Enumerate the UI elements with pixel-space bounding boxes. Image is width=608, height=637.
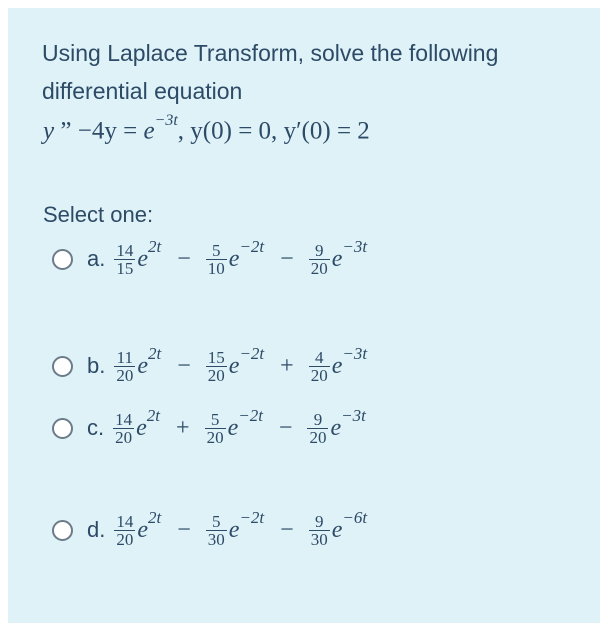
exponent: −6t <box>342 508 368 527</box>
fraction: $\frac{9}{20}$ <box>309 409 327 447</box>
exponent: −2t <box>239 237 265 256</box>
differential-equation <box>43 112 370 145</box>
exponent: −2t <box>238 406 263 425</box>
select-one-label: Select one: <box>43 202 154 227</box>
operator: − <box>177 352 191 379</box>
eq-initial-condition-1: y(0) <box>190 117 232 145</box>
euler-e: e <box>137 352 149 379</box>
fraction: $\frac{15}{20}$ <box>207 347 225 385</box>
euler-e: e <box>228 245 240 272</box>
radio-button[interactable] <box>52 520 73 541</box>
euler-e: e <box>228 516 240 543</box>
operator: − <box>177 245 191 272</box>
euler-e: e <box>137 245 149 272</box>
exponent: −3t <box>342 237 368 256</box>
operator: − <box>177 516 191 543</box>
option-a[interactable] <box>52 237 369 281</box>
operator: − <box>280 245 294 272</box>
exponent: −2t <box>239 344 265 363</box>
fraction: $\frac{9}{20}$ <box>310 240 328 278</box>
exponent: −2t <box>239 508 265 527</box>
operator: + <box>176 414 190 441</box>
exponent: 2t <box>148 237 162 256</box>
fraction: $\frac{4}{20}$ <box>310 347 328 385</box>
eq-e: e <box>143 117 155 145</box>
fraction: $\frac{11}{20}$ <box>116 347 134 385</box>
fraction: $\frac{14}{15}$ <box>116 240 134 278</box>
option-letter: c. <box>87 415 105 440</box>
eq-exponent: −3t <box>154 112 178 129</box>
euler-e: e <box>330 414 342 441</box>
option-c[interactable] <box>52 406 368 450</box>
euler-e: e <box>227 414 239 441</box>
fraction: $\frac{9}{30}$ <box>310 511 328 549</box>
option-expression <box>113 237 369 278</box>
exponent: 2t <box>148 508 162 527</box>
eq-initial-condition-2: y′(0) <box>283 117 331 145</box>
fraction: $\frac{5}{10}$ <box>207 240 225 278</box>
radio-button[interactable] <box>52 249 73 270</box>
fraction: $\frac{5}{20}$ <box>206 409 224 447</box>
option-expression <box>112 406 368 447</box>
question-panel <box>8 8 600 623</box>
eq-comma: , <box>177 117 191 145</box>
euler-e: e <box>331 245 343 272</box>
euler-e: e <box>331 352 343 379</box>
operator: − <box>280 516 294 543</box>
euler-e: e <box>228 352 240 379</box>
eq-quotes: ” <box>54 117 78 145</box>
fraction: $\frac{14}{20}$ <box>115 409 133 447</box>
question-text: Using Laplace Transform, solve the following differential equation <box>42 40 499 104</box>
exponent: 2t <box>146 406 161 425</box>
eq-ic1-value: = 0, <box>231 117 284 145</box>
euler-e: e <box>137 516 149 543</box>
option-letter: a. <box>87 246 106 271</box>
operator: − <box>278 414 293 441</box>
option-letter: b. <box>87 353 106 378</box>
eq-minus-4y: −4y <box>77 117 117 145</box>
eq-ic2-value: = 2 <box>330 117 370 145</box>
radio-button[interactable] <box>52 418 73 439</box>
operator: + <box>280 352 294 379</box>
eq-equals: = <box>116 117 144 145</box>
euler-e: e <box>331 516 343 543</box>
option-d[interactable] <box>52 508 369 552</box>
fraction: $\frac{14}{20}$ <box>116 511 134 549</box>
option-letter: d. <box>87 517 106 542</box>
exponent: 2t <box>148 344 162 363</box>
option-expression <box>113 508 369 549</box>
euler-e: e <box>136 414 147 441</box>
exponent: −3t <box>342 344 368 363</box>
radio-button[interactable] <box>52 356 73 377</box>
eq-y: y <box>43 117 55 145</box>
option-expression <box>113 344 369 385</box>
fraction: $\frac{5}{30}$ <box>207 511 225 549</box>
option-b[interactable] <box>52 344 369 388</box>
exponent: −3t <box>341 406 366 425</box>
